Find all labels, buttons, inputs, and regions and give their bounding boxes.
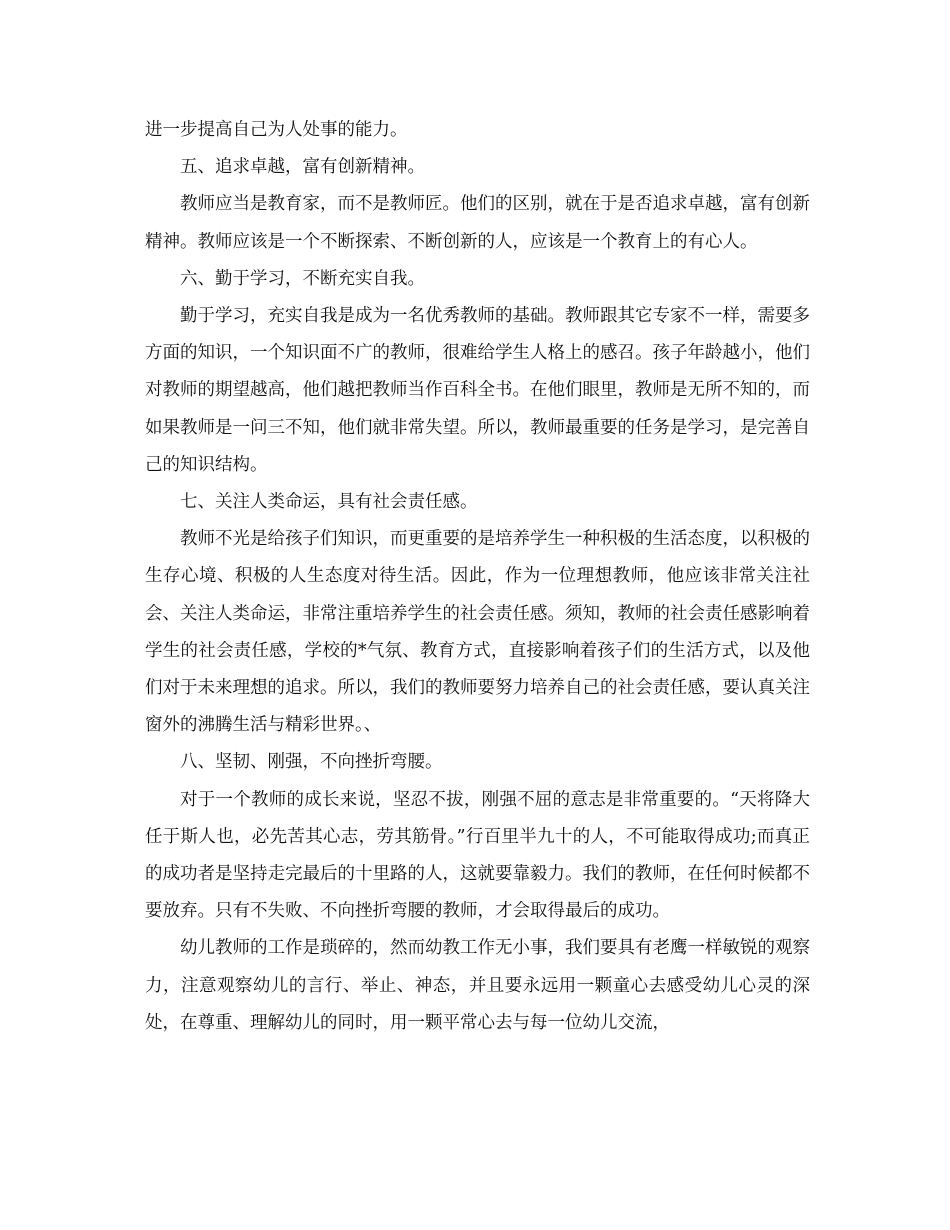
paragraph-section-5: 教师应当是教育家，而不是教师匠。他们的区别，就在于是否追求卓越，富有创新精神。教师应该是一个不断探索、不断创新的人，应该是一个教育上的有心人。 — [145, 194, 810, 252]
section-heading-6: 六、勤于学习，不断充实自我。 — [180, 268, 425, 289]
paragraph-section-7: 教师不光是给孩子们知识，而更重要的是培养学生一种积极的生活态度，以积极的生存心境、积极的人生态度对待生活。因此，作为一位理想教师，他应该非常关注社会、关注人类命运，非常注重培养学生的社会责任感。须知，教师的社会责任感影响着学生的社会责任感，学校的*气氛、教育方式，直接影响着孩子们的生活方式，以及他们对于未来理想的追求。所以，我们的教师要努力培养自己的社会责任感，要认真关注窗外的沸腾生活与精彩世界。、 — [145, 529, 810, 736]
paragraph-closing: 幼儿教师的工作是琐碎的，然而幼教工作无小事，我们要具有老鹰一样敏锐的观察力，注意观察幼儿的言行、举止、神态，并且要永远用一颗童心去感受幼儿心灵的深处，在尊重、理解幼儿的同时，用一颗平常心去与每一位幼儿交流， — [145, 938, 810, 1033]
section-heading-5: 五、追求卓越，富有创新精神。 — [180, 157, 425, 178]
paragraph-section-8: 对于一个教师的成长来说，坚忍不拔，刚强不屈的意志是非常重要的。“天将降大任于斯人也，必先苦其心志，劳其筋骨。”行百里半九十的人，不可能取得成功;而真正的成功者是坚持走完最后的十里路的人，这就要靠毅力。我们的教师，在任何时候都不要放弃。只有不失败、不向挫折弯腰的教师，才会取得最后的成功。 — [145, 789, 810, 922]
paragraph-section-6: 勤于学习，充实自我是成为一名优秀教师的基础。教师跟其它专家不一样，需要多方面的知识，一个知识面不广的教师，很难给学生人格上的感召。孩子年龄越小，他们对教师的期望越高，他们越把教师当作百科全书。在他们眼里，教师是无所不知的，而如果教师是一问三不知，他们就非常失望。所以，教师最重要的任务是学习，是完善自己的知识结构。 — [145, 306, 810, 475]
document-body — [145, 112, 810, 1042]
paragraph-continuation: 进一步提高自己为人处事的能力。 — [145, 120, 408, 140]
section-heading-7: 七、关注人类命运，具有社会责任感。 — [180, 492, 478, 513]
section-heading-8: 八、坚韧、刚强，不向挫折弯腰。 — [180, 752, 443, 773]
